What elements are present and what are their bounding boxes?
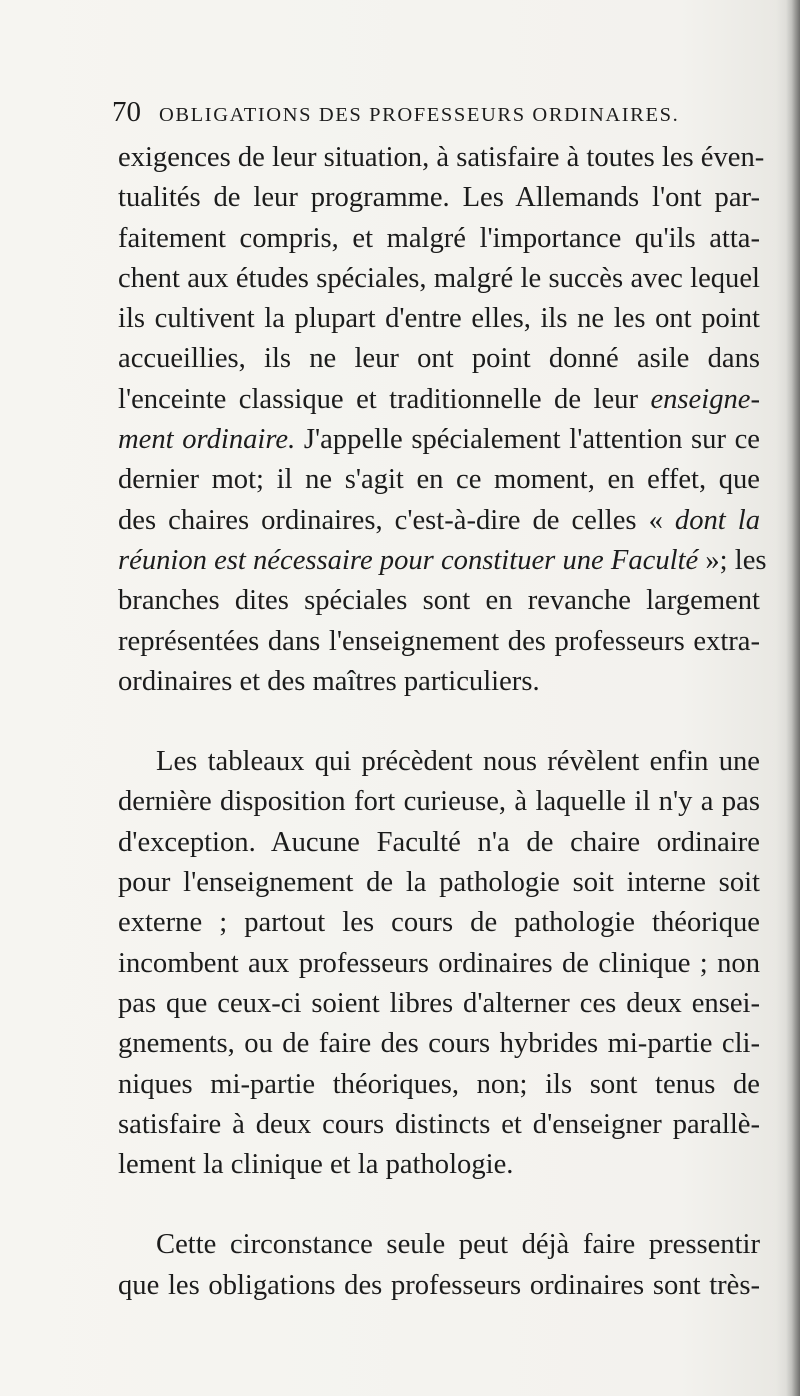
text-line: gnements, ou de faire des cours hybrides mi-partie cli-: [118, 1028, 760, 1060]
text-line: représentées dans l'enseignement des professeurs extra-: [118, 625, 760, 657]
text-line: Cette circonstance seule peut déjà faire pressentir: [156, 1229, 760, 1261]
text-line: Les tableaux qui précèdent nous révèlent enfin une: [156, 746, 760, 778]
italic-term: enseigne-: [650, 383, 760, 415]
text-line: pour l'enseignement de la pathologie soit interne soit: [118, 867, 760, 899]
running-head: OBLIGATIONS DES PROFESSEURS ORDINAIRES.: [159, 104, 680, 126]
text-line: exigences de leur situation, à satisfaire à toutes les éven-: [118, 142, 765, 173]
text-line: [118, 380, 760, 420]
text-line: [118, 420, 760, 460]
text-segment: »; les: [698, 544, 767, 576]
text-line: ils cultivent la plupart d'entre elles, ils ne les ont point: [118, 303, 760, 335]
paragraph-1: [118, 138, 767, 702]
text-line: niques mi-partie théoriques, non; ils sont tenus de: [118, 1068, 760, 1100]
page-edge-shadow: [786, 0, 800, 1396]
paragraph-3: [118, 1225, 760, 1306]
text-line: faitement compris, et malgré l'importance qu'ils atta-: [118, 222, 760, 254]
text-line: que les obligations des professeurs ordinaires sont très-: [118, 1269, 760, 1301]
text-segment: J'appelle spécialement l'attention sur ce: [295, 424, 760, 456]
text-line: accueillies, ils ne leur ont point donné asile dans: [118, 343, 760, 375]
text-line: d'exception. Aucune Faculté n'a de chaire ordinaire: [118, 826, 760, 858]
italic-term: ment ordinaire.: [118, 424, 296, 456]
paragraph-2: [118, 742, 760, 1185]
text-line: incombent aux professeurs ordinaires de clinique ; non: [118, 947, 760, 979]
page-header: [112, 96, 752, 132]
page-number: 70: [112, 96, 141, 128]
paragraph-gap: [118, 702, 760, 742]
text-line: ordinaires et des maîtres particuliers.: [118, 665, 540, 697]
text-line: [118, 541, 767, 581]
italic-quote: dont la: [674, 504, 760, 536]
italic-quote: réunion est nécessaire pour constituer une Faculté: [118, 544, 699, 576]
body-text: [118, 138, 767, 1306]
text-line: satisfaire à deux cours distincts et d'enseigner parallè-: [118, 1108, 760, 1140]
text-line: branches dites spéciales sont en revanche largement: [118, 585, 760, 617]
text-line: chent aux études spéciales, malgré le succès avec lequel: [118, 262, 760, 294]
paragraph-gap: [118, 1185, 760, 1225]
text-line: tualités de leur programme. Les Allemands l'ont par-: [118, 182, 760, 214]
text-segment: l'enceinte classique et traditionnelle de leur: [118, 383, 638, 415]
text-line: pas que ceux-ci soient libres d'alterner ces deux ensei-: [118, 987, 760, 1019]
text-line: lement la clinique et la pathologie.: [118, 1149, 514, 1181]
text-line: [118, 501, 760, 541]
text-line: dernière disposition fort curieuse, à laquelle il n'y a pas: [118, 786, 760, 818]
text-segment: des chaires ordinaires, c'est-à-dire de celles «: [118, 504, 675, 536]
text-line: externe ; partout les cours de pathologie théorique: [118, 907, 760, 939]
text-line: dernier mot; il ne s'agit en ce moment, en effet, que: [118, 464, 760, 496]
